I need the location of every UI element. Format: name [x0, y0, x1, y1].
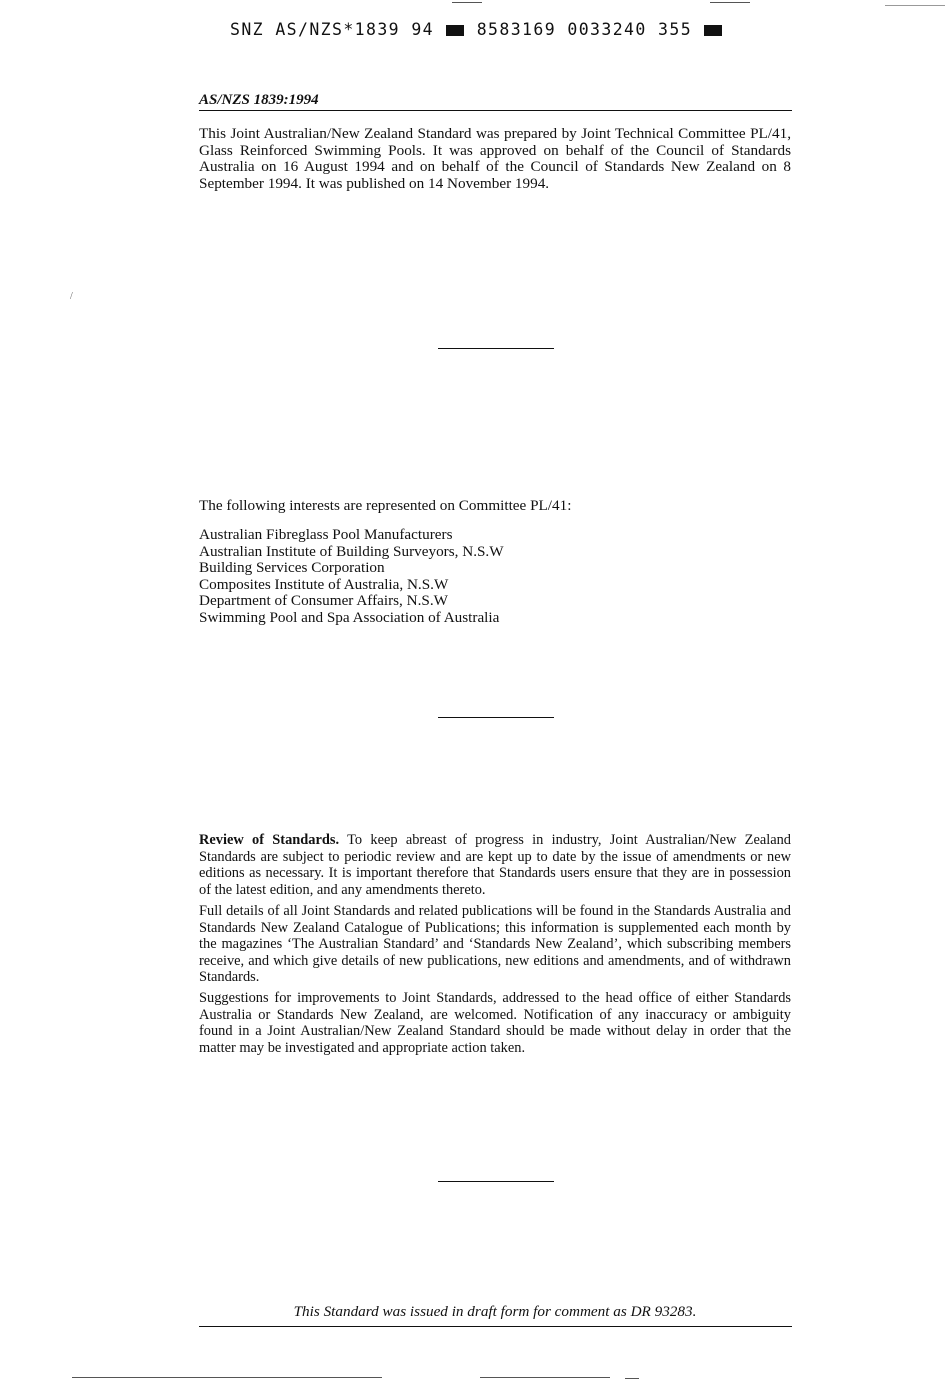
- review-paragraph-1: To keep abreast of progress in industry, Joint Australian/New Zealand Standards are subject to periodic review and are kept up to date by the issue of amendments or new editions as necessary. It is important therefore that Standards users ensure that they are in possession of the latest edition, and any amendments thereto.: [199, 832, 791, 898]
- scan-artifact-line: [710, 2, 750, 3]
- header-document-code: [230, 20, 770, 39]
- scan-artifact-line: [625, 1378, 639, 1379]
- committee-member: Swimming Pool and Spa Association of Australia: [199, 608, 500, 626]
- section-divider: [438, 717, 554, 718]
- header-code-middle: 8583169 0033240 355: [476, 20, 693, 39]
- review-paragraph-3: Suggestions for improvements to Joint Standards, addressed to the head office of either Standards Australia or Standards New Zealand, are welcomed. Notification of any inaccuracy or ambiguity found in a Joint Australian/New Zealand Standard should be made without delay in order that the matter may be investigated and appropriate action taken.: [199, 990, 791, 1056]
- committee-intro: The following interests are represented on Committee PL/41:: [199, 497, 572, 514]
- scan-speck: /: [70, 291, 73, 302]
- scan-artifact-line: [72, 1377, 382, 1378]
- document-id: AS/NZS 1839:1994: [199, 92, 319, 108]
- preparation-note: This Joint Australian/New Zealand Standard was prepared by Joint Technical Committee PL/41, Glass Reinforced Swimming Pools. It was approved on behalf of the Council of Standards Australia on 16 August 1994 and on behalf of the Council of Standards New Zealand on 8 September 1994. It was published on 14 November 1994.: [199, 125, 791, 192]
- committee-member: Composites Institute of Australia, N.S.W: [199, 575, 449, 593]
- review-paragraph: [199, 832, 791, 898]
- redaction-block: [704, 25, 722, 36]
- header-code-prefix: SNZ AS/NZS*1839 94: [230, 20, 435, 39]
- review-paragraph-2: Full details of all Joint Standards and related publications will be found in the Standards Australia and Standards New Zealand Catalogue of Publications; this information is supplemented each month by the magazines ‘The Australian Standard’ and ‘Standards New Zealand’, which subscribing members receive, and which give details of new publications, new editions and amendments, and of withdrawn Standards.: [199, 903, 791, 985]
- committee-member: Department of Consumer Affairs, N.S.W: [199, 592, 448, 610]
- draft-note: This Standard was issued in draft form for comment as DR 93283.: [293, 1303, 697, 1320]
- committee-member: Australian Institute of Building Surveyors, N.S.W: [199, 542, 504, 560]
- committee-member: Building Services Corporation: [199, 559, 385, 577]
- committee-member-list: [199, 527, 504, 627]
- redaction-block: [446, 25, 464, 36]
- section-divider: [438, 348, 554, 349]
- footer-rule: [199, 1326, 792, 1327]
- scan-artifact-line: [452, 2, 482, 3]
- committee-member: Australian Fibreglass Pool Manufacturers: [199, 526, 453, 543]
- review-heading: Review of Standards.: [199, 832, 340, 848]
- section-divider: [438, 1181, 554, 1182]
- scan-artifact-line: [885, 5, 945, 6]
- scan-artifact-line: [480, 1377, 610, 1378]
- header-rule: [199, 110, 792, 111]
